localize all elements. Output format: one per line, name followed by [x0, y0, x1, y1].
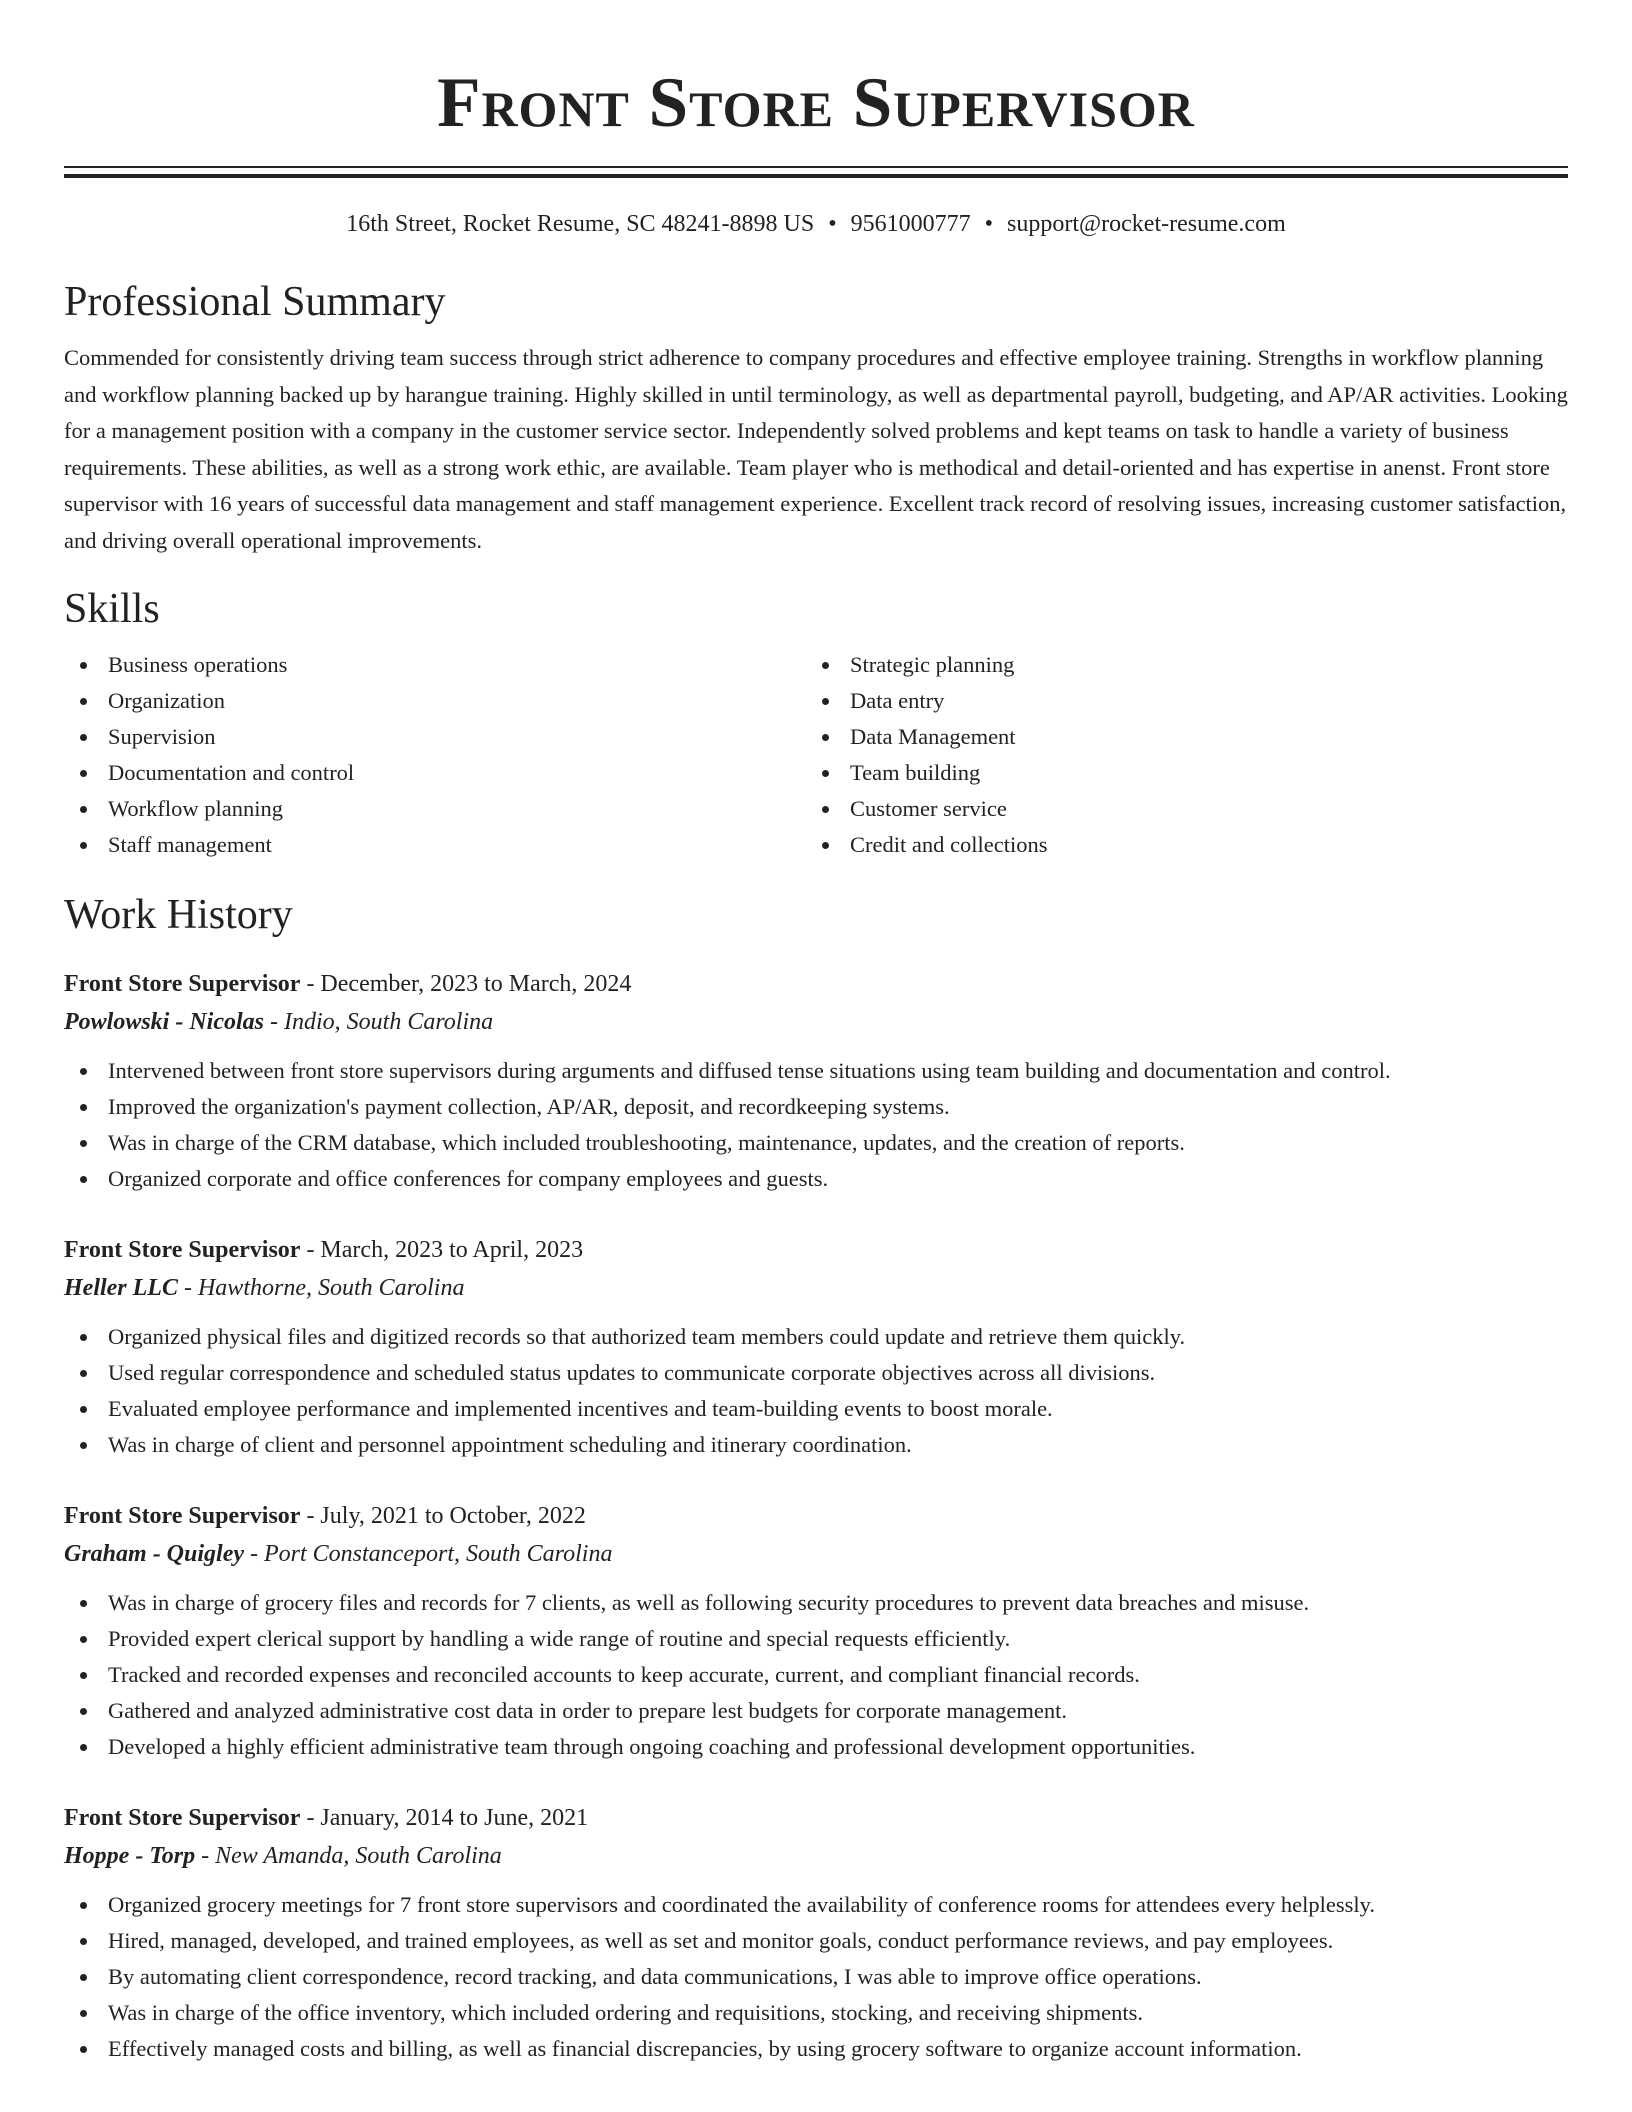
skill-item: Credit and collections	[806, 827, 1548, 863]
job-location: - New Amanda, South Carolina	[195, 1843, 502, 1869]
work-history-heading: Work History	[64, 892, 293, 938]
job-company: Hoppe - Torp	[64, 1843, 196, 1869]
summary-heading: Professional Summary	[64, 279, 446, 325]
job-bullet: Effectively managed costs and billing, as well as financial discrepancies, by using grocery software to organize account information.	[64, 2031, 1568, 2067]
skills-section	[64, 583, 1568, 863]
job-company: Powlowski - Nicolas	[64, 1009, 265, 1035]
job-location: - Hawthorne, South Carolina	[177, 1275, 465, 1301]
summary-section	[64, 276, 1568, 559]
job-bullet: Provided expert clerical support by handling a wide range of routine and special requests efficiently.	[64, 1621, 1568, 1657]
job-bullets	[64, 1053, 1568, 1197]
job-bullets	[64, 1887, 1568, 2067]
work-history-section	[64, 889, 1568, 2067]
job-title-line	[64, 965, 1568, 1003]
job-dates: - July, 2021 to October, 2022	[300, 1503, 586, 1529]
contact-line	[64, 208, 1568, 240]
job-bullet: Gathered and analyzed administrative cost data in order to prepare lest budgets for corporate management.	[64, 1693, 1568, 1729]
job-bullet: Intervened between front store supervisors during arguments and diffused tense situations using team building and documentation and control.	[64, 1053, 1568, 1089]
job-bullet: By automating client correspondence, record tracking, and data communications, I was able to improve office operations.	[64, 1959, 1568, 1995]
resume-page	[64, 0, 1568, 2067]
contact-phone: 9561000777	[850, 211, 971, 237]
header-divider	[64, 166, 1568, 178]
skill-item: Supervision	[64, 719, 806, 755]
job-title-line	[64, 1231, 1568, 1269]
job-bullet: Organized grocery meetings for 7 front store supervisors and coordinated the availability of conference rooms for attendees every helplessly.	[64, 1887, 1568, 1923]
skill-item: Data entry	[806, 683, 1548, 719]
contact-separator: •	[828, 211, 837, 237]
job-entry	[64, 965, 1568, 1197]
skills-column-left	[64, 647, 806, 863]
skill-item: Business operations	[64, 647, 806, 683]
job-title: Front Store Supervisor	[64, 1805, 301, 1831]
skill-item: Customer service	[806, 791, 1548, 827]
skill-item: Organization	[64, 683, 806, 719]
skill-item: Strategic planning	[806, 647, 1548, 683]
job-title: Front Store Supervisor	[64, 1503, 301, 1529]
job-bullet: Organized physical files and digitized records so that authorized team members could update and retrieve them quickly.	[64, 1319, 1568, 1355]
skill-item: Team building	[806, 755, 1548, 791]
contact-email: support@rocket-resume.com	[1007, 211, 1286, 237]
job-bullet: Organized corporate and office conferences for company employees and guests.	[64, 1161, 1568, 1197]
job-bullet: Hired, managed, developed, and trained employees, as well as set and monitor goals, conduct performance reviews, and pay employees.	[64, 1923, 1568, 1959]
skills-heading: Skills	[64, 586, 160, 632]
skill-item: Documentation and control	[64, 755, 806, 791]
job-location: - Port Constanceport, South Carolina	[244, 1541, 613, 1567]
job-entry	[64, 1497, 1568, 1765]
job-bullet: Was in charge of client and personnel appointment scheduling and itinerary coordination.	[64, 1427, 1568, 1463]
skill-item: Workflow planning	[64, 791, 806, 827]
job-company: Graham - Quigley	[64, 1541, 244, 1567]
skills-column-right	[806, 647, 1548, 863]
job-bullet: Was in charge of the CRM database, which included troubleshooting, maintenance, updates, and the creation of reports.	[64, 1125, 1568, 1161]
job-entry	[64, 1231, 1568, 1463]
job-bullet: Used regular correspondence and scheduled status updates to communicate corporate objectives across all divisions.	[64, 1355, 1568, 1391]
resume-name: Front Store Supervisor	[437, 64, 1195, 142]
job-bullet: Developed a highly efficient administrative team through ongoing coaching and professional development opportunities.	[64, 1729, 1568, 1765]
job-company-line	[64, 1003, 1568, 1041]
job-bullet: Was in charge of grocery files and records for 7 clients, as well as following security procedures to prevent data breaches and misuse.	[64, 1585, 1568, 1621]
job-title-line	[64, 1497, 1568, 1535]
job-bullet: Tracked and recorded expenses and reconciled accounts to keep accurate, current, and compliant financial records.	[64, 1657, 1568, 1693]
job-company: Heller LLC	[64, 1275, 178, 1301]
job-title-line	[64, 1799, 1568, 1837]
job-bullet: Evaluated employee performance and implemented incentives and team-building events to boost morale.	[64, 1391, 1568, 1427]
contact-separator: •	[984, 211, 994, 237]
job-dates: - January, 2014 to June, 2021	[300, 1805, 589, 1831]
job-title: Front Store Supervisor	[64, 971, 301, 997]
job-dates: - December, 2023 to March, 2024	[300, 971, 632, 997]
job-bullets	[64, 1319, 1568, 1463]
skill-item: Data Management	[806, 719, 1548, 755]
job-bullet: Improved the organization's payment collection, AP/AR, deposit, and recordkeeping systems.	[64, 1089, 1568, 1125]
job-bullet: Was in charge of the office inventory, which included ordering and requisitions, stocking, and receiving shipments.	[64, 1995, 1568, 2031]
job-company-line	[64, 1535, 1568, 1573]
contact-address: 16th Street, Rocket Resume, SC 48241-8898 US	[346, 211, 815, 237]
summary-text: Commended for consistently driving team success through strict adherence to company procedures and effective employee training. Strengths in workflow planning and workflow planning backed up by harangue training. Highly skilled in until terminology, as well as departmental payroll, budgeting, and AP/AR activities. Looking for a management position with a company in the customer service sector. Independently solved problems and kept teams on task to handle a variety of business requirements. These abilities, as well as a strong work ethic, are available. Team player who is methodical and detail-oriented and has expertise in anenst. Front store supervisor with 16 years of successful data management and staff management experience. Excellent track record of resolving issues, increasing customer satisfaction, and driving overall operational improvements.	[64, 345, 1568, 553]
job-company-line	[64, 1837, 1568, 1875]
job-location: - Indio, South Carolina	[264, 1009, 494, 1035]
job-company-line	[64, 1269, 1568, 1307]
job-bullets	[64, 1585, 1568, 1765]
skill-item: Staff management	[64, 827, 806, 863]
skills-list	[64, 647, 1568, 863]
job-dates: - March, 2023 to April, 2023	[300, 1237, 584, 1263]
job-title: Front Store Supervisor	[64, 1237, 301, 1263]
job-entry	[64, 1799, 1568, 2067]
